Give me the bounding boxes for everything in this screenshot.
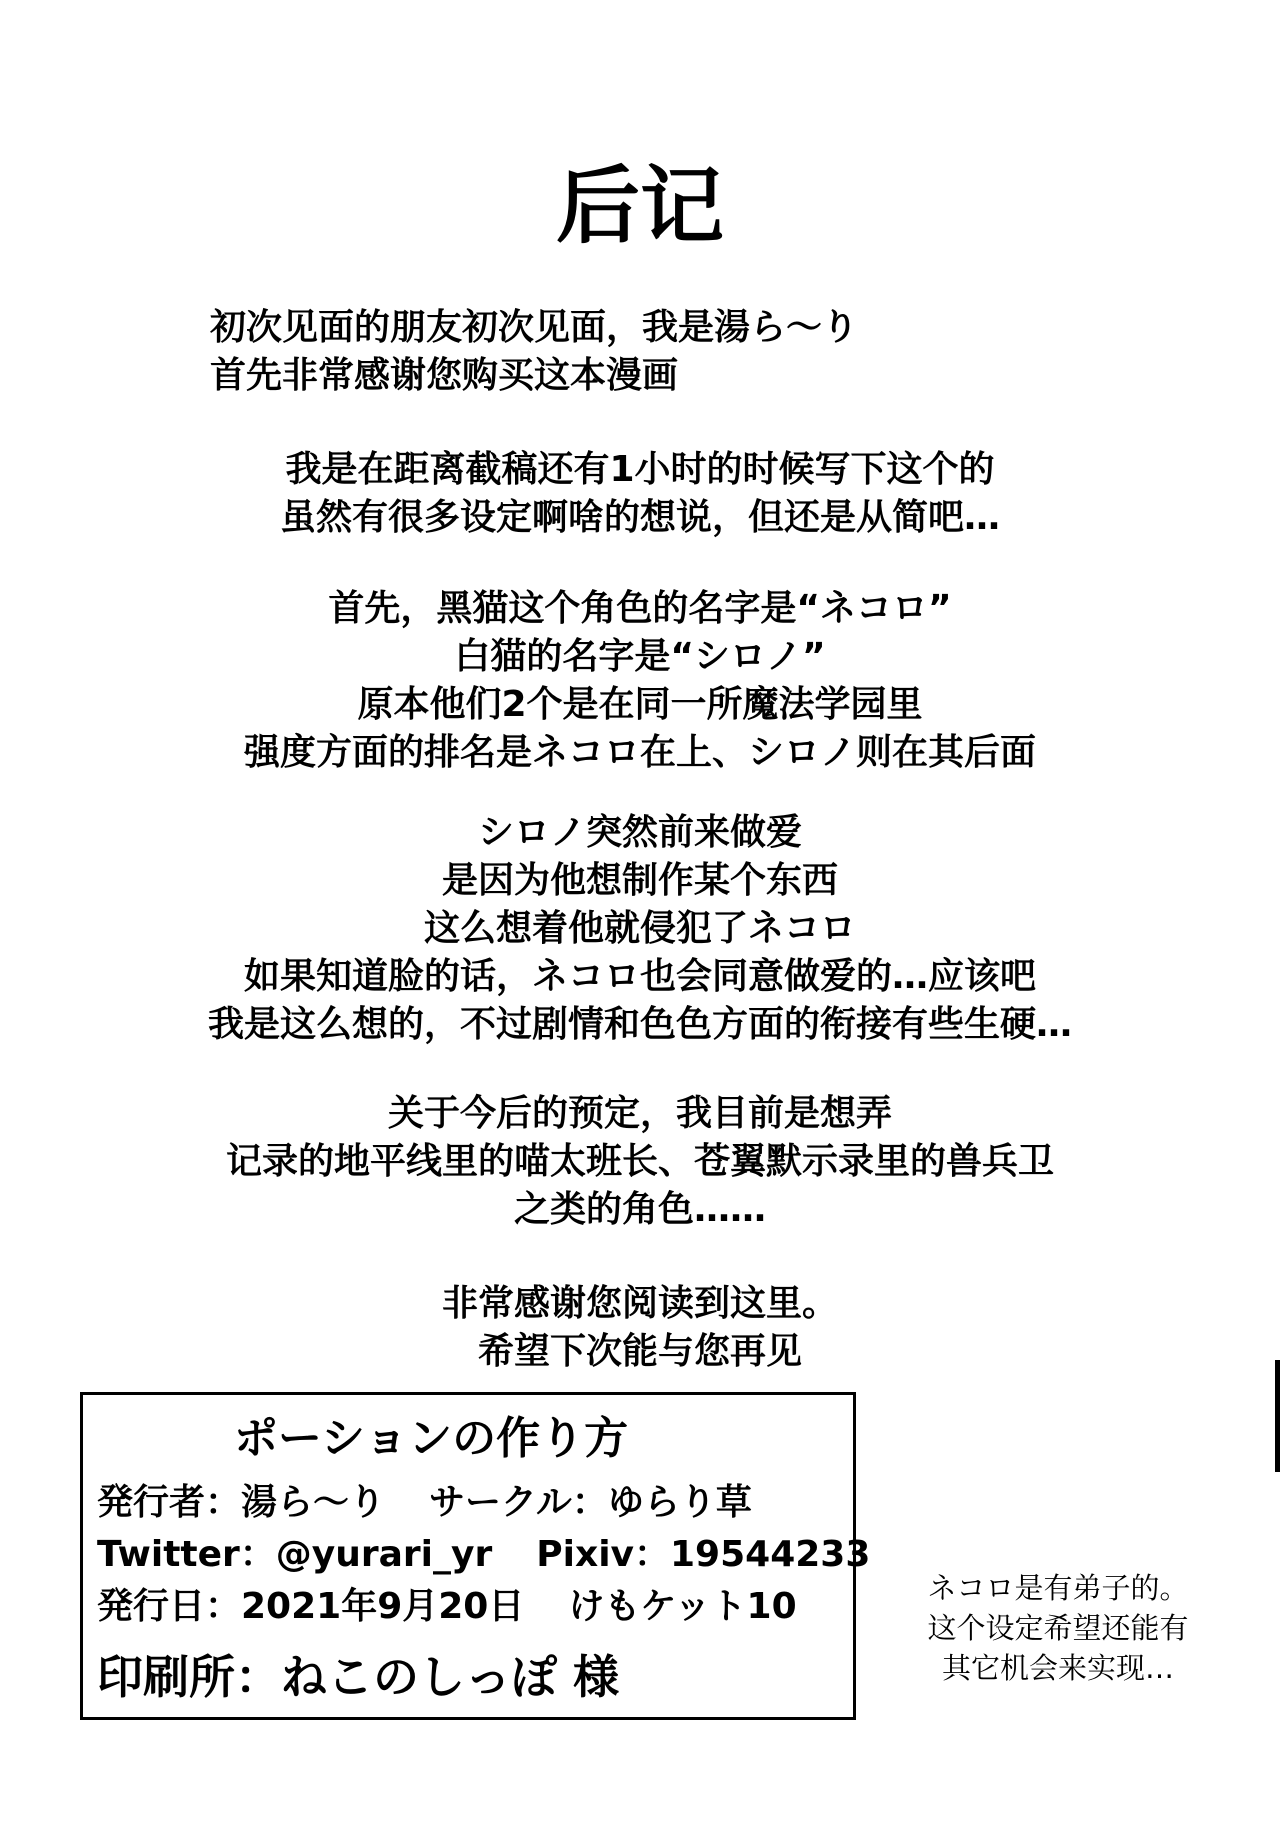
paragraph-line: 之类的角色…… (513, 1189, 766, 1230)
colophon-date: 発行日：2021年9月20日 (97, 1586, 525, 1627)
paragraph-line: 我是在距离截稿还有1小时的时候写下这个的 (285, 449, 995, 490)
paragraph-line: 初次见面的朋友初次见面，我是湯ら〜り (210, 307, 859, 348)
side-note-line: 这个设定希望还能有 (927, 1611, 1189, 1645)
colophon-publisher: 発行者：湯ら〜り (97, 1482, 386, 1523)
colophon-box (80, 1392, 871, 1720)
page-title: 后记 (555, 157, 724, 255)
handwritten-side-note (888, 1568, 1228, 1688)
colophon-title: ポーションの作り方 (233, 1413, 629, 1464)
paragraph-line: 首先非常感谢您购买这本漫画 (210, 355, 679, 396)
paragraph-characters (0, 585, 1280, 777)
paragraph-line: 记录的地平线里的喵太班长、苍翼默示录里的兽兵卫 (225, 1141, 1054, 1182)
paragraph-greeting (0, 304, 1280, 400)
side-note-line: ネコロ是有弟子的。 (927, 1571, 1189, 1605)
paragraph-line: 虽然有很多设定啊啥的想说，但还是从简吧… (279, 497, 1000, 538)
paragraph-line: 希望下次能与您再见 (477, 1331, 802, 1372)
paragraph-line: 是因为他想制作某个东西 (441, 860, 838, 901)
paragraph-line: シロノ突然前来做爱 (477, 812, 802, 853)
colophon-event: けもケット10 (568, 1586, 797, 1627)
paragraph-line: 强度方面的排名是ネコロ在上、シロノ则在其后面 (243, 732, 1036, 773)
paragraph-line: 原本他们2个是在同一所魔法学园里 (357, 684, 923, 725)
colophon-pixiv: Pixiv：19544233 (536, 1534, 871, 1575)
paragraph-line: 首先，黑猫这个角色的名字是“ネコロ” (328, 588, 952, 629)
paragraph-thanks (0, 1280, 1280, 1376)
colophon-row-date (97, 1585, 797, 1629)
paragraph-line: 关于今后的预定，我目前是想弄 (387, 1093, 892, 1134)
paragraph-story (0, 809, 1280, 1049)
side-note-line: 其它机会来实现… (941, 1651, 1174, 1685)
paragraph-line: 这么想着他就侵犯了ネコロ (423, 908, 856, 949)
paragraph-plans (0, 1090, 1280, 1234)
paragraph-line: 如果知道脸的话，ネコロ也会同意做爱的…应该吧 (243, 956, 1036, 997)
colophon-row-publisher (97, 1481, 752, 1525)
paragraph-deadline (0, 446, 1280, 542)
colophon-twitter: Twitter：@yurari_yr (97, 1534, 493, 1575)
page-edge-mark (1275, 1360, 1280, 1472)
colophon-circle: サークル：ゆらり草 (429, 1482, 752, 1523)
paragraph-line: 白猫的名字是“シロノ” (454, 636, 826, 677)
colophon-printer: 印刷所：ねこのしっぽ 様 (97, 1650, 620, 1704)
colophon-row-social (97, 1533, 870, 1577)
paragraph-line: 我是这么想的，不过剧情和色色方面的衔接有些生硬… (207, 1004, 1072, 1045)
paragraph-line: 非常感谢您阅读到这里。 (441, 1283, 838, 1324)
